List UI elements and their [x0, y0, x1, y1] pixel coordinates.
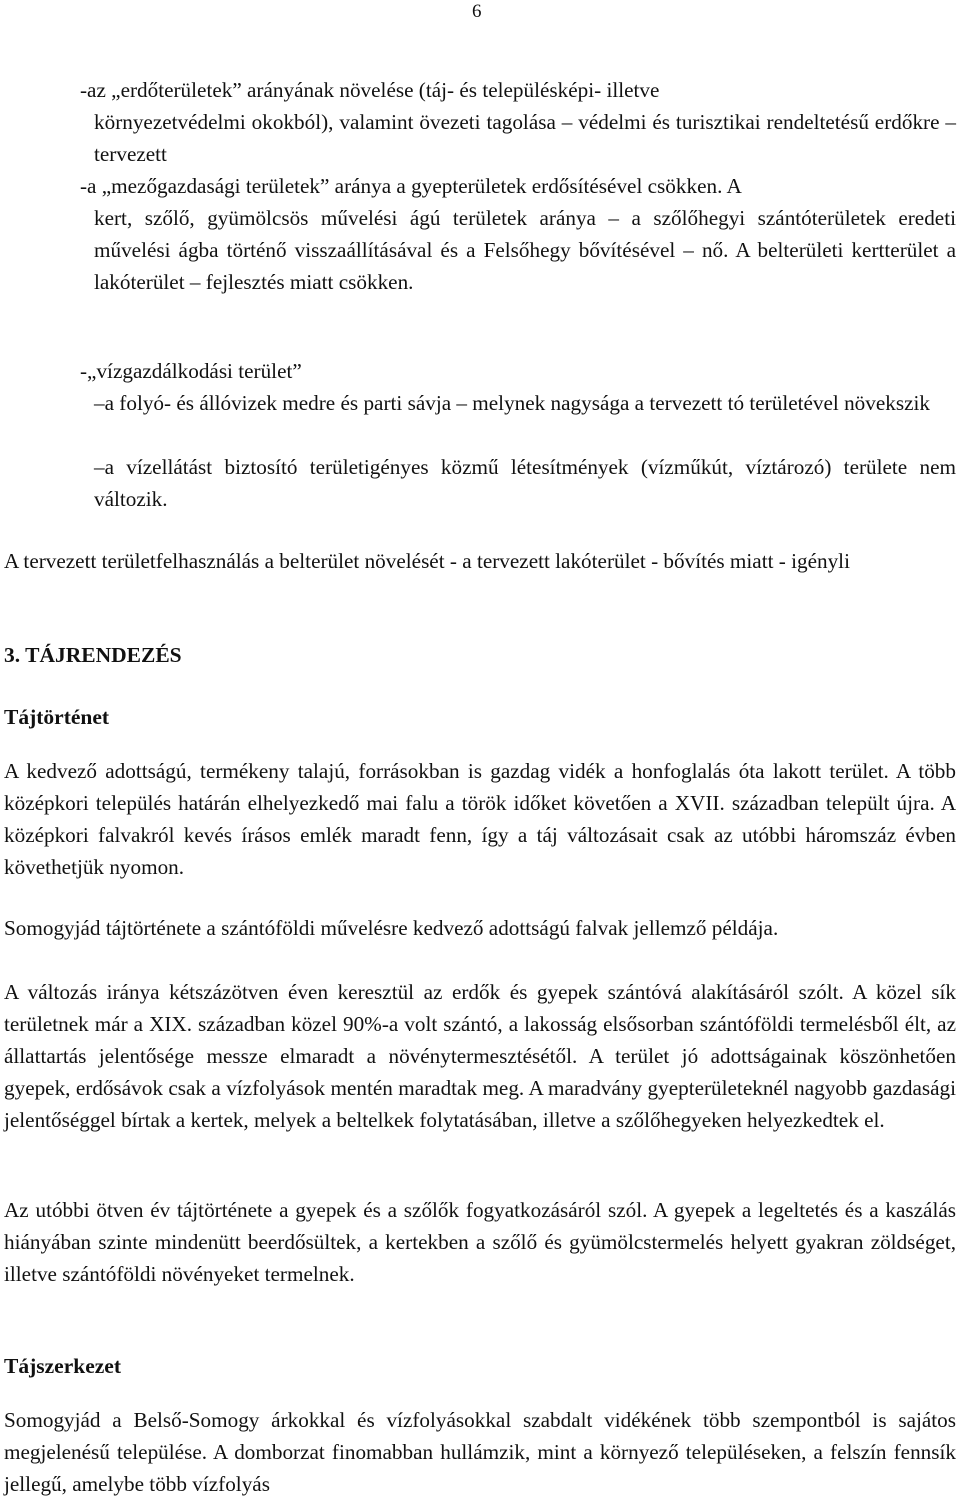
landscape-history-heading: Tájtörténet [4, 705, 110, 729]
history-paragraph-4: Az utóbbi ötven év tájtörténete a gyepek és a szőlők fogyatkozásáról szól. A gyepek a legeltetés és a kaszálás hiányában szinte mindenütt beerdősültek, a kertekben a szőlő és gyümölcstermelés helyett gyakran zöldséget, illetve szántóföldi növényeket termelnek. [4, 1198, 956, 1286]
water-item-2: –a vízellátást biztosító területigényes közmű létesítmények (vízműkút, víztározó) területe nem változik. [94, 455, 956, 511]
history-paragraph-1: A kedvező adottságú, termékeny talajú, forrásokban is gazdag vidék a honfoglalás óta lakott terület. A több középkori település határán elhelyezkedő mai falu a török időket követően a XVII. században települt újra. A középkori falvakról kevés írásos emlék maradt fenn, így a táj változásait csak az utóbbi háromszáz évben követhetjük nyomon. [4, 759, 956, 879]
history-paragraph-2: Somogyjád tájtörténete a szántóföldi művelésre kedvező adottságú falvak jellemző példája. [4, 916, 779, 940]
page-number: 6 [472, 1, 482, 22]
water-title: -„vízgazdálkodási terület” [80, 359, 302, 383]
structure-paragraph-1: Somogyjád a Belső-Somogy árkokkal és vízfolyásokkal szabdalt vidékének több szempontból is sajátos megjelenésű települése. A domborzat finomabban hullámzik, mint a környező településeken, a felszín fennsík jellegű, amelybe több vízfolyás [4, 1408, 956, 1496]
history-paragraph-3: A változás iránya kétszázötven éven keresztül az erdők és gyepek szántóvá alakításáról szólt. A közel sík területnek már a XIX. században közel 90%-a volt szántó, a lakosság elsősorban szántóföldi termelésből élt, az állattartás jelentősége messze elmaradt a növénytermesztésétől. A terület jó adottságainak köszönhetően gyepek, erdősávok csak a vízfolyások mentén maradtak meg. A maradvány gyepterületeknél nagyobb gazdasági jelentőséggel bírtak a kertek, melyek a beltelkek folytatásában, illetve a szőlőhegyeken helyezkedtek el. [4, 980, 956, 1132]
landscape-structure-heading: Tájszerkezet [4, 1354, 121, 1378]
summary-paragraph: A tervezett területfelhasználás a belterület növelését - a tervezett lakóterület - bővítés miatt - igényli [4, 549, 850, 573]
section-title: 3. TÁJRENDEZÉS [4, 643, 182, 667]
water-item-1: –a folyó- és állóvizek medre és parti sávja – melynek nagysága a tervezett tó területével növekszik [94, 391, 930, 415]
agri-line-first: -a „mezőgazdasági területek” aránya a gyepterületek erdősítésével csökken. A [80, 174, 742, 198]
agri-paragraph-rest: kert, szőlő, gyümölcsös művelési ágú területek aránya – a szőlőhegyi szántóterületek eredeti művelési ágba történő visszaállításával és a Felsőhegy bővítésével – nő. A belterületi kertterület a lakóterület – fejlesztés miatt csökken. [94, 206, 956, 294]
forest-paragraph-rest: környezetvédelmi okokból), valamint övezeti tagolása – védelmi és turisztikai rendeltetésű erdőkre – tervezett [94, 110, 956, 166]
forest-line-first: -az „erdőterületek” arányának növelése (táj- és településképi- illetve [80, 78, 660, 102]
